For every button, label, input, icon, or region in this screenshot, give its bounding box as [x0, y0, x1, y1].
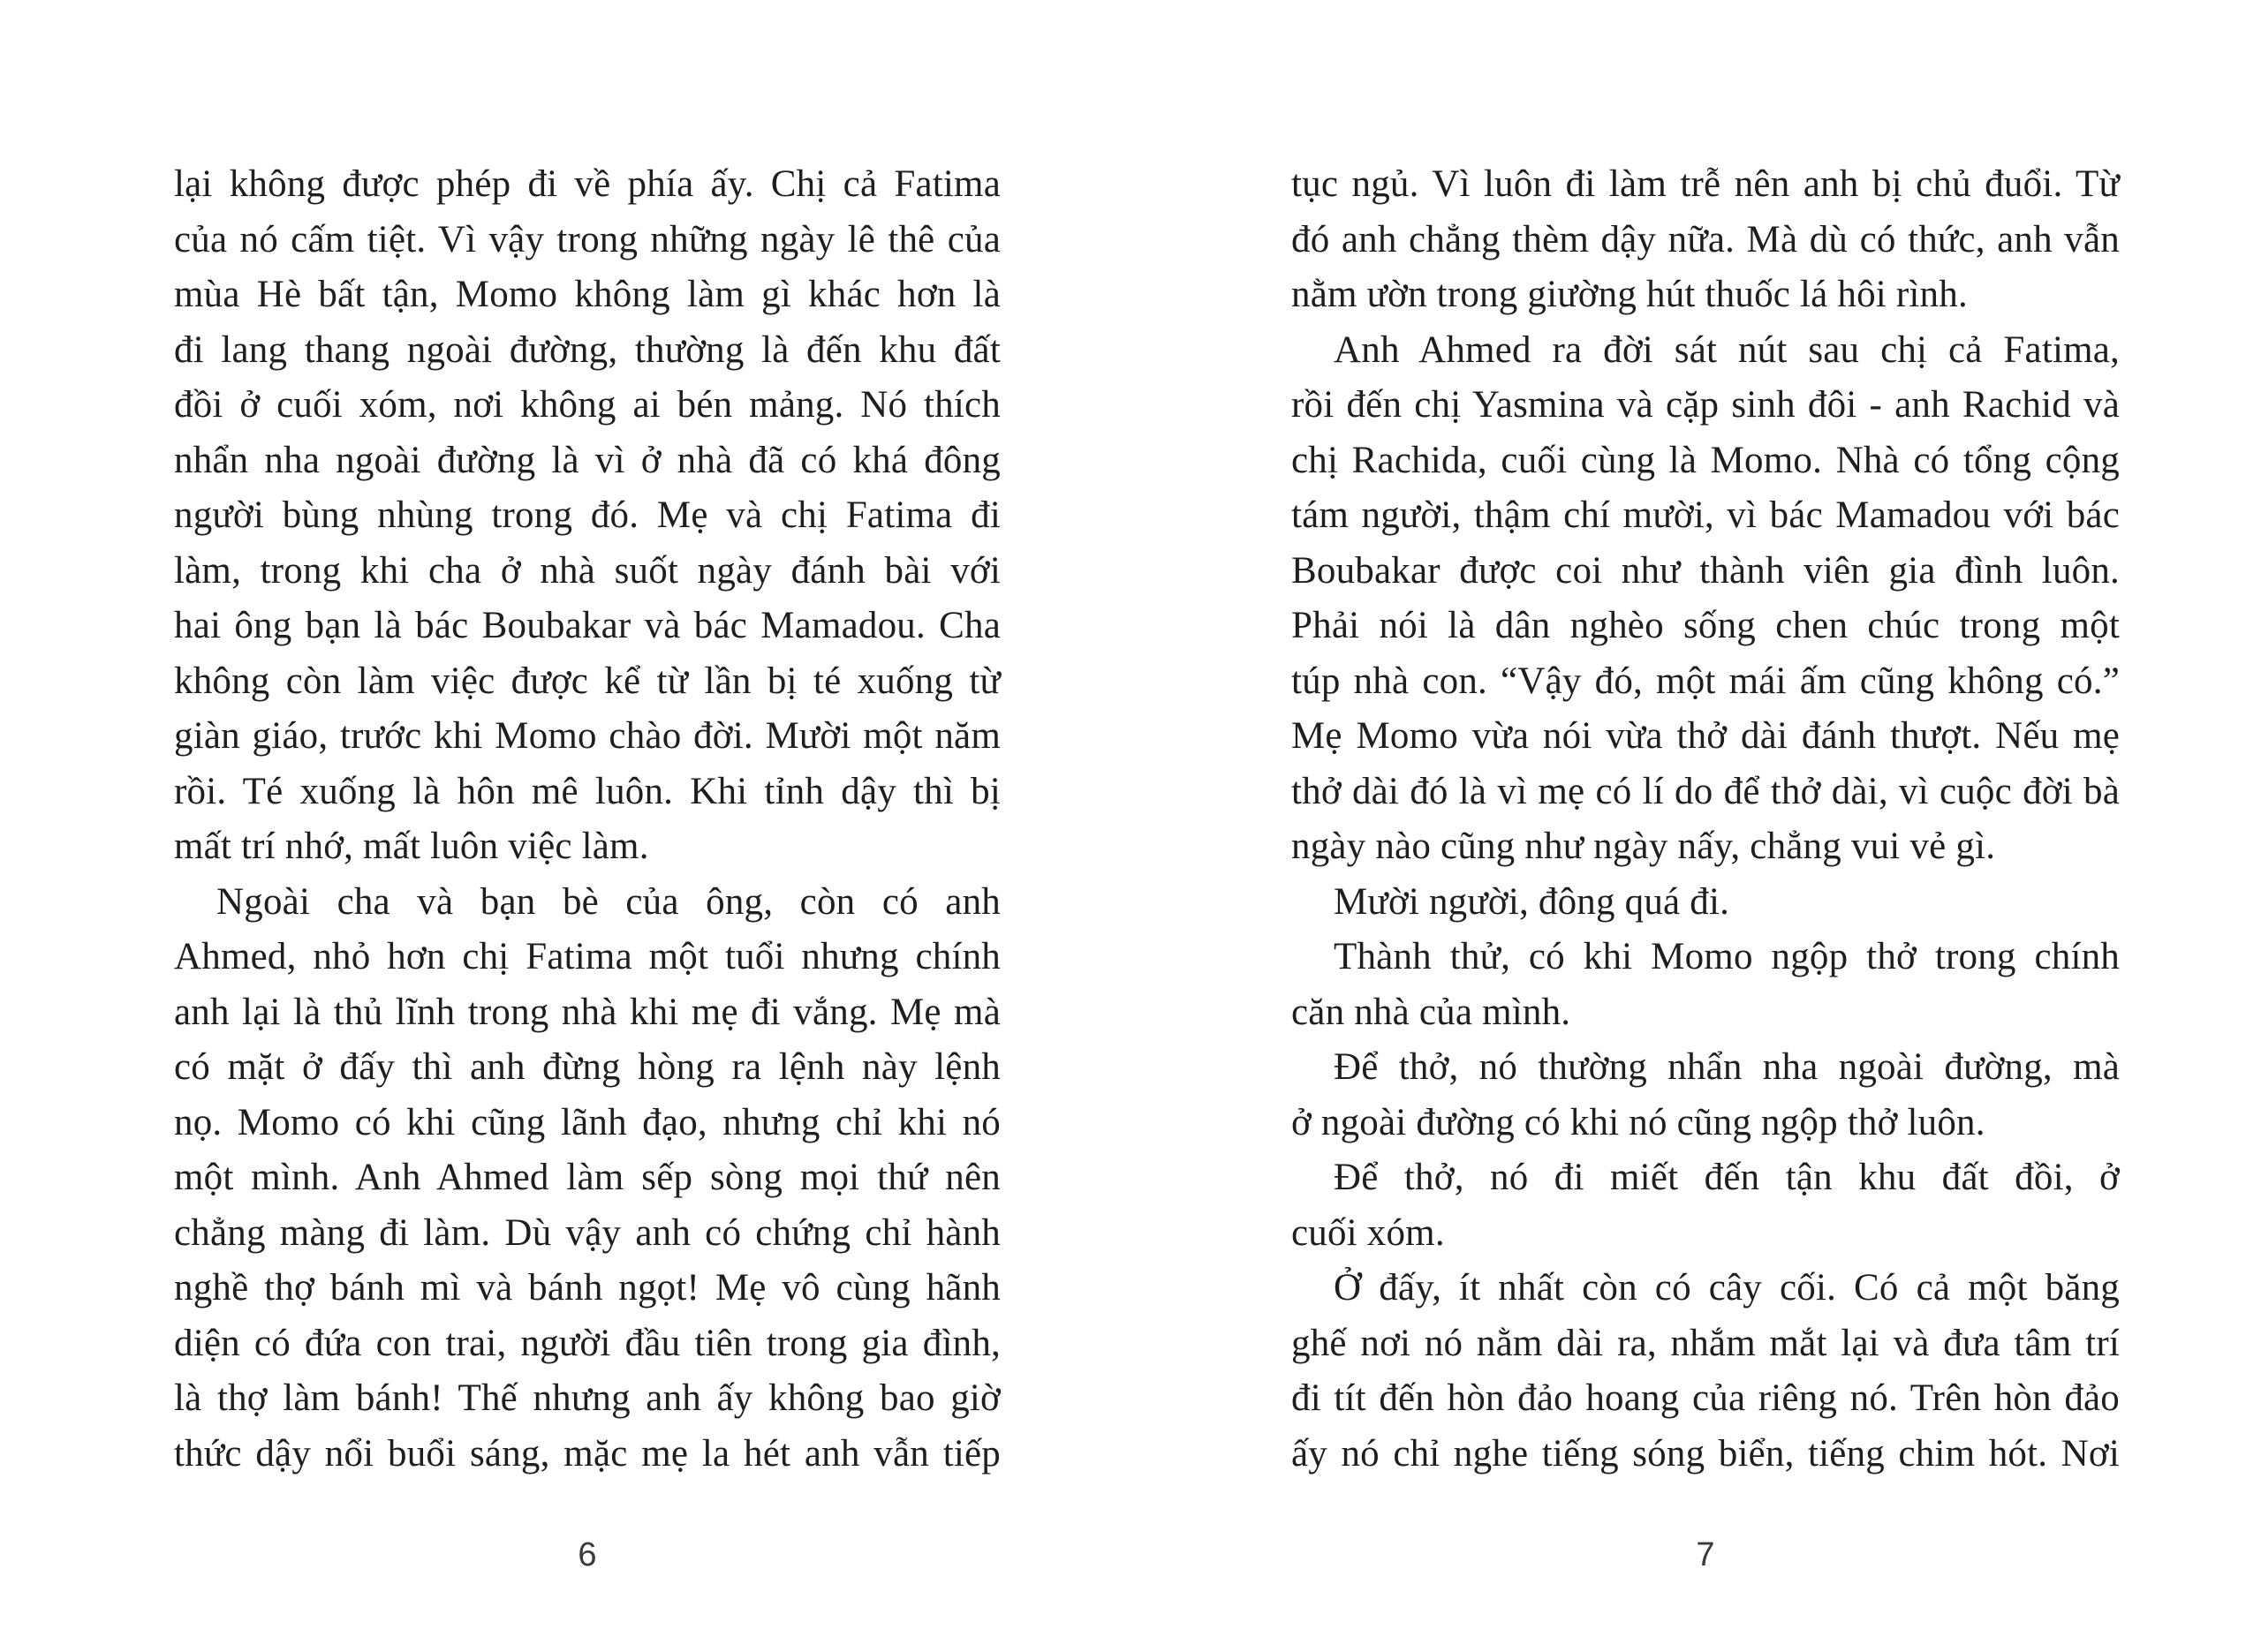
text-line: cuối xóm. — [1291, 1211, 1445, 1254]
text-line: mùa Hè bất tận, Momo không làm gì khác hơn là — [174, 274, 1001, 315]
text-line: ấy nó chỉ nghe tiếng sóng biển, tiếng chim hót. Nơi — [1291, 1432, 2120, 1475]
text-line: nhẩn nha ngoài đường là vì ở nhà đã có khá đông — [174, 439, 1001, 481]
text-line: Để thở, nó đi miết đến tận khu đất đồi, ở — [1334, 1157, 2120, 1198]
text-line: thức dậy nổi buổi sáng, mặc mẹ la hét anh vẫn tiếp — [174, 1432, 1001, 1475]
text-line: làm, trong khi cha ở nhà suốt ngày đánh bài với — [174, 549, 1001, 592]
text-line: nằm ườn trong giường hút thuốc lá hôi rình. — [1291, 274, 1968, 315]
text-line: diện có đứa con trai, người đầu tiên trong gia đình, — [174, 1322, 1001, 1364]
page-number-right: 7 — [1696, 1536, 1715, 1573]
text-line: lại không được phép đi về phía ấy. Chị cả Fatima — [174, 163, 1001, 205]
text-line: giàn giáo, trước khi Momo chào đời. Mười một năm — [174, 715, 1001, 757]
text-line: đó anh chẳng thèm dậy nữa. Mà dù có thức, anh vẫn — [1291, 218, 2120, 260]
text-line: Ngoài cha và bạn bè của ông, còn có anh — [216, 880, 1001, 923]
text-line: là thợ làm bánh! Thế nhưng anh ấy không bao giờ — [174, 1377, 1001, 1419]
text-line: tục ngủ. Vì luôn đi làm trễ nên anh bị chủ đuổi. Từ — [1291, 163, 2120, 205]
text-line: rồi đến chị Yasmina và cặp sinh đôi - anh Rachid và — [1291, 384, 2120, 426]
text-line: ở ngoài đường có khi nó cũng ngộp thở luôn. — [1291, 1101, 1985, 1143]
page-6-text-block — [174, 157, 1001, 1482]
text-line: nọ. Momo có khi cũng lãnh đạo, nhưng chỉ khi nó — [174, 1101, 1001, 1143]
text-line: chẳng màng đi làm. Dù vậy anh có chứng chỉ hành — [174, 1211, 1001, 1254]
text-line: Ở đấy, ít nhất còn có cây cối. Có cả một băng — [1334, 1267, 2120, 1309]
page-number-left: 6 — [578, 1536, 597, 1573]
text-line: mất trí nhớ, mất luôn việc làm. — [174, 826, 649, 867]
text-line: Để thở, nó thường nhẩn nha ngoài đường, mà — [1334, 1046, 2120, 1088]
text-line: có mặt ở đấy thì anh đừng hòng ra lệnh này lệnh — [174, 1046, 1001, 1088]
text-line: Phải nói là dân nghèo sống chen chúc trong một — [1291, 605, 2120, 646]
text-line: người bùng nhùng trong đó. Mẹ và chị Fatima đi — [174, 494, 1001, 536]
text-line: Mười người, đông quá đi. — [1334, 880, 1730, 923]
text-line: không còn làm việc được kể từ lần bị té xuống từ — [174, 660, 1001, 702]
text-line: của nó cấm tiệt. Vì vậy trong những ngày lê thê của — [174, 218, 1001, 260]
text-line: thở dài đó là vì mẹ có lí do để thở dài, vì cuộc đời bà — [1291, 770, 2120, 812]
text-line: anh lại là thủ lĩnh trong nhà khi mẹ đi vắng. Mẹ mà — [174, 991, 1001, 1033]
text-line: Mẹ Momo vừa nói vừa thở dài đánh thượt. Nếu mẹ — [1291, 715, 2120, 757]
text-line: tám người, thậm chí mười, vì bác Mamadou với bác — [1291, 494, 2120, 536]
page-7 — [1291, 0, 2120, 1652]
text-line: nghề thợ bánh mì và bánh ngọt! Mẹ vô cùng hãnh — [174, 1267, 1001, 1309]
text-line: Anh Ahmed ra đời sát nút sau chị cả Fatima, — [1334, 328, 2120, 371]
text-line: một mình. Anh Ahmed làm sếp sòng mọi thứ nên — [174, 1157, 1001, 1198]
text-line: ngày nào cũng như ngày nấy, chẳng vui vẻ gì. — [1291, 826, 1996, 867]
text-line: căn nhà của mình. — [1291, 991, 1571, 1033]
text-line: hai ông bạn là bác Boubakar và bác Mamadou. Cha — [174, 605, 1001, 646]
text-line: đồi ở cuối xóm, nơi không ai bén mảng. Nó thích — [174, 384, 1001, 426]
page-6 — [174, 0, 1001, 1652]
text-line: Ahmed, nhỏ hơn chị Fatima một tuổi nhưng chính — [174, 936, 1001, 977]
text-line: đi tít đến hòn đảo hoang của riêng nó. Trên hòn đảo — [1291, 1377, 2120, 1419]
text-line: Thành thử, có khi Momo ngộp thở trong chính — [1334, 936, 2120, 977]
text-line: Boubakar được coi như thành viên gia đình luôn. — [1291, 549, 2120, 592]
text-line: rồi. Té xuống là hôn mê luôn. Khi tỉnh dậy thì bị — [174, 770, 1001, 812]
text-line: đi lang thang ngoài đường, thường là đến khu đất — [174, 328, 1001, 371]
text-line: ghế nơi nó nằm dài ra, nhắm mắt lại và đưa tâm trí — [1291, 1322, 2120, 1364]
page-7-text-block — [1291, 157, 2120, 1482]
text-line: chị Rachida, cuối cùng là Momo. Nhà có tổng cộng — [1291, 439, 2120, 481]
text-line: túp nhà con. “Vậy đó, một mái ấm cũng không có.” — [1291, 660, 2120, 702]
